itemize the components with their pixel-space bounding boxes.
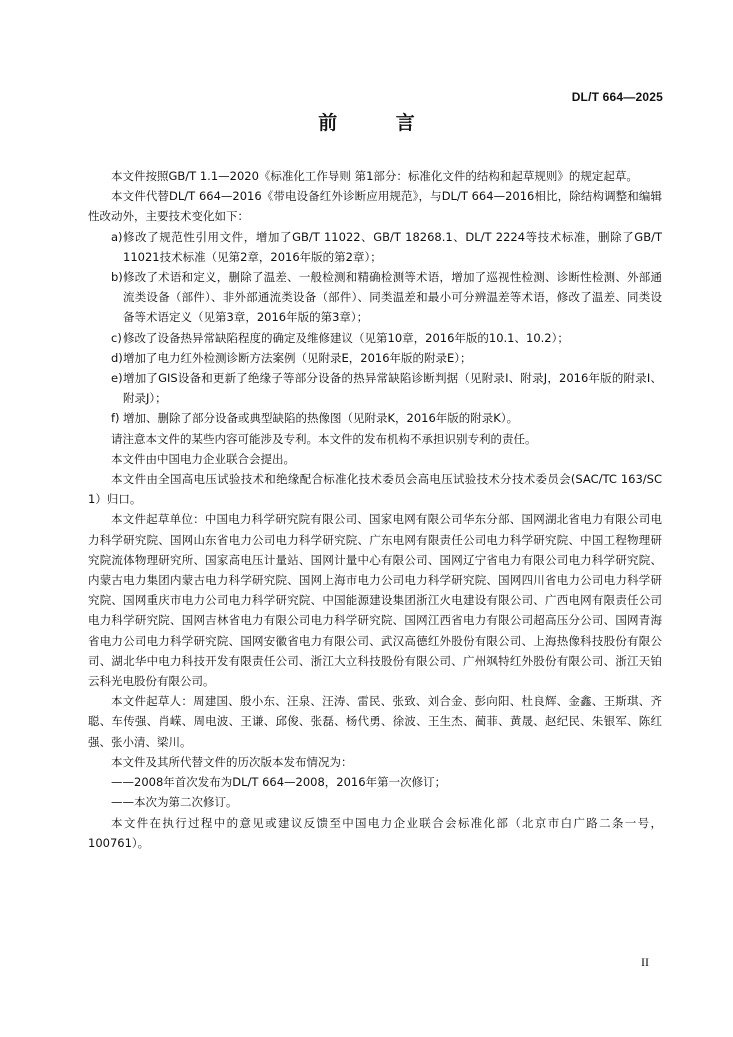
change-marker: b): [111, 270, 123, 285]
paragraph-replacement-note: 本文件代替DL/T 664—2016《带电设备红外诊断应用规范》，与DL/T 664—2016相比，除结构调整和编辑性改动外，主要技术变化如下：: [88, 189, 662, 224]
change-marker: c): [111, 330, 122, 345]
paragraph-drafting-units: 本文件起草单位：中国电力科学研究院有限公司、国家电网有限公司华东分部、国网湖北省电力有限公司电力科学研究院、国网山东省电力公司电力科学研究院、广东电网有限责任公司电力科学研究院、中国工程物理研究院流体物理研究所、国家高电压计量站、国网计量中心有限公司、国网辽宁省电力有限公司电力科学研究院、内蒙古电力集团内蒙古电力科学研究院、国网上海市电力公司电力科学研究院、国网四川省电力公司电力科学研究院、国网重庆市电力公司电力科学研究院、中国能源建设集团浙江火电建设有限公司、广西电网有限责任公司电力科学研究院、国网吉林省电力有限公司电力科学研究院、国网江西省电力有限公司超高压分公司、国网青海省电力公司电力科学研究院、国网安徽省电力有限公司、武汉高德红外股份有限公司、上海热像科技股份有限公司、湖北华中电力科技开发有限责任公司、浙江大立科技股份有限公司、广州飒特红外股份有限公司、浙江天铂云科光电股份有限公司。: [88, 512, 662, 689]
paragraph-feedback: 本文件在执行过程中的意见或建议反馈至中国电力企业联合会标准化部（北京市白广路二条一号，100761）。: [88, 815, 662, 850]
paragraph-proposer: 本文件由中国电力企业联合会提出。: [111, 451, 295, 466]
preface-body: [88, 166, 662, 853]
change-text: 增加了电力红外检测诊断方法案例（见附录E，2016年版的附录E）；: [123, 350, 472, 365]
change-text: 修改了设备热异常缺陷程度的确定及维修建议（见第10章，2016年版的10.1、10.2）；: [123, 330, 569, 345]
change-item: [88, 227, 662, 267]
paragraph-drafters: 本文件起草人：周建国、殷小东、汪泉、汪涛、雷民、张致、刘合金、彭向阳、杜良辉、金鑫、王斯琪、齐聪、车传强、肖嵘、周电波、王谦、邱俊、张磊、杨代勇、徐波、王生杰、蔺菲、黄晟、赵纪民、朱银军、陈红强、张小清、梁川。: [88, 694, 662, 749]
change-item: [88, 328, 662, 348]
change-text: 修改了术语和定义，删除了温差、一般检测和精确检测等术语，增加了巡视性检测、诊断性检测、外部通流类设备（部件）、非外部通流类设备（部件）、同类温差和最小可分辨温差等术语，修改了温差、同类设备等术语定义（见第3章，2016年版的第3章）；: [123, 270, 662, 325]
paragraph-history-item: ——2008年首次发布为DL/T 664—2008，2016年第一次修订；: [111, 775, 447, 790]
standard-code: DL/T 664—2025: [571, 90, 663, 104]
paragraph-patent-notice: 请注意本文件的某些内容可能涉及专利。本文件的发布机构不承担识别专利的责任。: [111, 431, 537, 446]
paragraph-drafting-basis: 本文件按照GB/T 1.1—2020《标准化工作导则 第1部分：标准化文件的结构和起草规则》的规定起草。: [111, 169, 638, 183]
change-marker: a): [111, 229, 123, 244]
change-text: 增加了GIS设备和更新了绝缘子等部分设备的热异常缺陷诊断判据（见附录I、附录J，2016年版的附录I、附录J）；: [123, 371, 662, 406]
page-title: 前 言: [318, 112, 441, 134]
change-item: [88, 348, 662, 368]
page-number: II: [641, 955, 649, 969]
change-item: [88, 267, 662, 328]
change-marker: d): [111, 350, 123, 365]
paragraph-history-item: ——本次为第二次修订。: [111, 795, 238, 810]
paragraph-history-intro: 本文件及其所代替文件的历次版本发布情况为：: [111, 754, 353, 769]
paragraph-committee: 本文件由全国高电压试验技术和绝缘配合标准化技术委员会高电压试验技术分技术委员会(SAC/TC 163/SC 1）归口。: [88, 472, 662, 507]
change-marker: e): [111, 371, 123, 386]
change-text: 增加、删除了部分设备或典型缺陷的热像图（见附录K，2016年版的附录K）。: [123, 411, 519, 426]
change-item: [88, 408, 662, 428]
change-text: 修改了规范性引用文件，增加了GB/T 11022、GB/T 18268.1、DL/T 2224等技术标准，删除了GB/T 11021技术标准（见第2章，2016年版的第2章）；: [123, 229, 662, 264]
change-marker: f): [111, 411, 120, 426]
change-item: [88, 368, 662, 408]
